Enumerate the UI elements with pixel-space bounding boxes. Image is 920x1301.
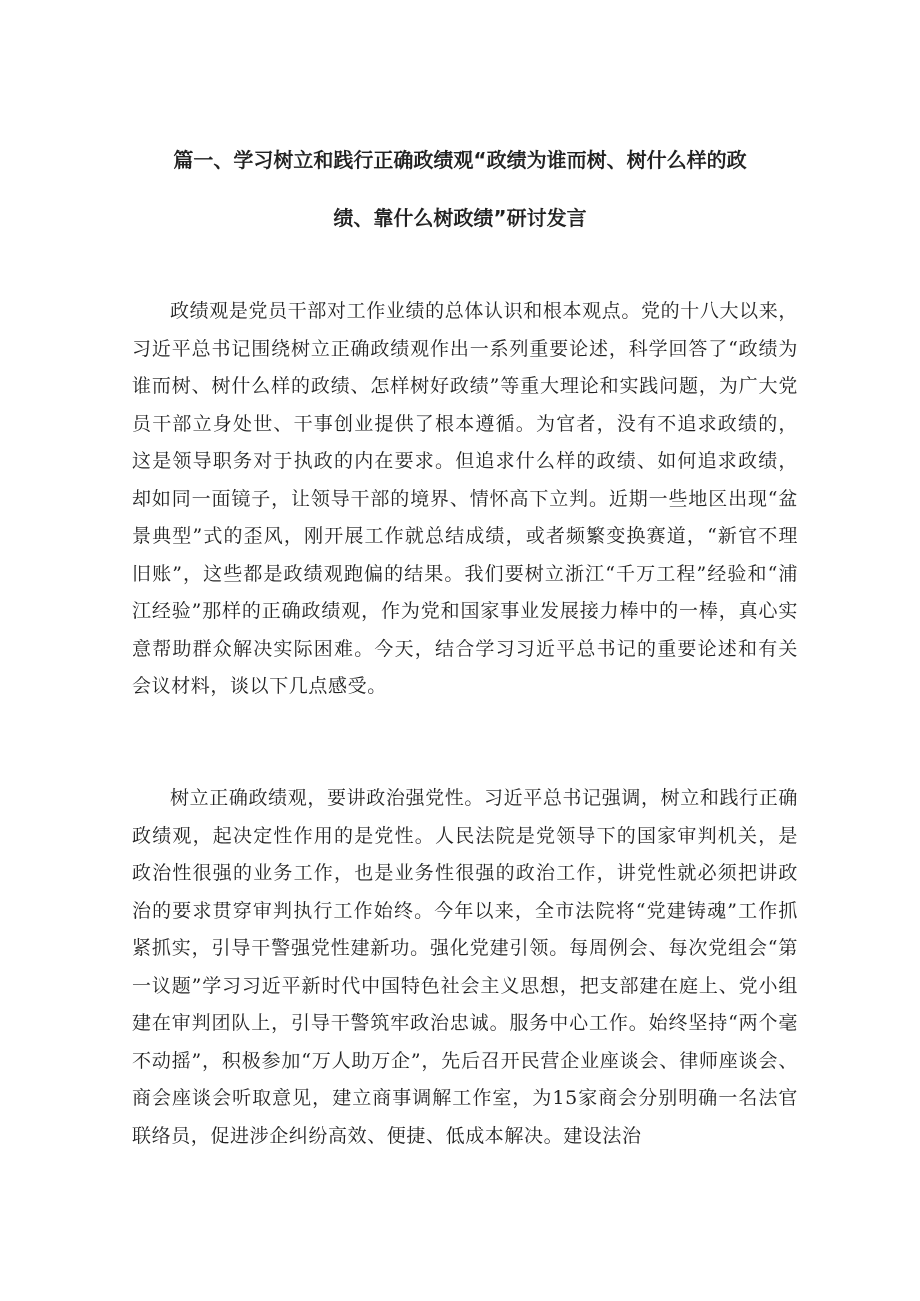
document-title-line-2: 绩、靠什么树政绩”研讨发言	[333, 206, 587, 230]
body-paragraph-2: 树立正确政绩观，要讲政治强党性。习近平总书记强调，树立和践行正确政绩观，起决定性作用的是党性。人民法院是党领导下的国家审判机关，是政治性很强的业务工作，也是业务性很强的政治工作，讲党性就必须把讲政治的要求贯穿审判执行工作始终。今年以来，全市法院将“党建铸魂”工作抓紧抓实，引导干警强党性建新功。强化党建引领。每周例会、每次党组会“第一议题”学习习近平新时代中国特色社会主义思想，把支部建在庭上、党小组建在审判团队上，引导干警筑牢政治忠诚。服务中心工作。始终坚持“两个毫不动摇”，积极参加“万人助万企”，先后召开民营企业座谈会、律师座谈会、商会座谈会听取意见，建立商事调解工作室，为15家商会分别明确一名法官联络员，促进涉企纠纷高效、便捷、低成本解决。建设法治	[132, 787, 798, 1147]
body-paragraph-1: 政绩观是党员干部对工作业绩的总体认识和根本观点。党的十八大以来，习近平总书记围绕树立正确政绩观作出一系列重要论述，科学回答了“政绩为谁而树、树什么样的政绩、怎样树好政绩”等重大理论和实践问题，为广大党员干部立身处世、干事创业提供了根本遵循。为官者，没有不追求政绩的，这是领导职务对于执政的内在要求。但追求什么样的政绩、如何追求政绩，却如同一面镜子，让领导干部的境界、情怀高下立判。近期一些地区出现“盆景典型”式的歪风，刚开展工作就总结成绩，或者频繁变换赛道，“新官不理旧账”，这些都是政绩观跑偏的结果。我们要树立浙江“千万工程”经验和“浦江经验”那样的正确政绩观，作为党和国家事业发展接力棒中的一棒，真心实意帮助群众解决实际困难。今天，结合学习习近平总书记的重要论述和有关会议材料，谈以下几点感受。	[132, 300, 798, 697]
document-title-line-1: 篇一、学习树立和践行正确政绩观“政绩为谁而树、树什么样的政	[173, 148, 747, 172]
